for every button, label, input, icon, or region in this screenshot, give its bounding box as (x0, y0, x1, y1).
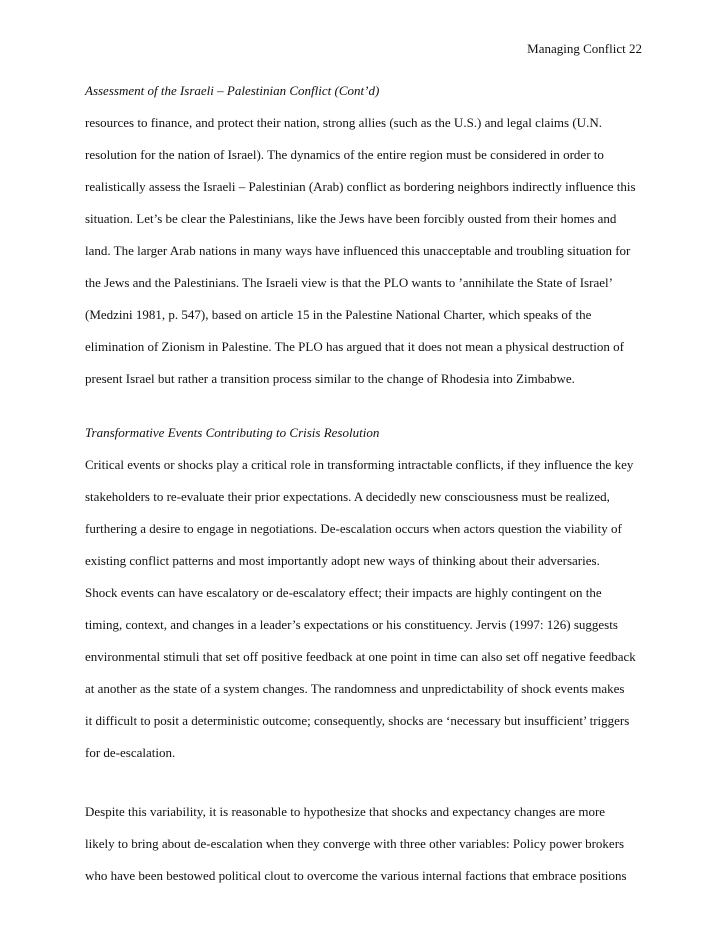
text-line: for de-escalation. (85, 745, 176, 760)
text-line: realistically assess the Israeli – Palestinian (Arab) conflict as bordering neighbors indirectly influence this (85, 179, 636, 194)
paragraph-assessment (85, 111, 645, 399)
text-line: present Israel but rather a transition process similar to the change of Rhodesia into Zimbabwe. (85, 371, 575, 386)
text-line: situation. Let’s be clear the Palestinians, like the Jews have been forcibly ousted from their homes and (85, 211, 617, 226)
text-line: the Jews and the Palestinians. The Israeli view is that the PLO wants to ’annihilate the State of Israel’ (85, 275, 613, 290)
document-body (85, 79, 645, 896)
paragraph-variability (85, 800, 645, 896)
text-line: Critical events or shocks play a critical role in transforming intractable conflicts, if they influence the key (85, 457, 634, 472)
text-line: who have been bestowed political clout to overcome the various internal factions that embrace positions (85, 868, 627, 883)
text-line: furthering a desire to engage in negotiations. De-escalation occurs when actors question the viability of (85, 521, 622, 536)
section-heading-assessment: Assessment of the Israeli – Palestinian Conflict (Cont’d) (85, 83, 380, 98)
text-line: elimination of Zionism in Palestine. The PLO has argued that it does not mean a physical destruction of (85, 339, 624, 354)
paragraph-transformative-events (85, 453, 645, 773)
text-line: (Medzini 1981, p. 547), based on article 15 in the Palestine National Charter, which speaks of the (85, 307, 592, 322)
running-head: Managing Conflict 22 (527, 41, 642, 56)
text-line: resolution for the nation of Israel). The dynamics of the entire region must be considered in order to (85, 147, 604, 162)
text-line: likely to bring about de-escalation when they converge with three other variables: Policy power brokers (85, 836, 625, 851)
section-heading-transformative-events: Transformative Events Contributing to Crisis Resolution (85, 425, 380, 440)
text-line: Shock events can have escalatory or de-escalatory effect; their impacts are highly contingent on the (85, 585, 602, 600)
text-line: stakeholders to re-evaluate their prior expectations. A decidedly new consciousness must be realized, (85, 489, 610, 504)
text-line: timing, context, and changes in a leader’s expectations or his constituency. Jervis (1997: 126) suggests (85, 617, 618, 632)
paragraph-gap (85, 773, 645, 800)
paragraph-gap (85, 399, 645, 421)
text-line: it difficult to posit a deterministic outcome; consequently, shocks are ‘necessary but insufficient’ triggers (85, 713, 630, 728)
text-line: resources to finance, and protect their nation, strong allies (such as the U.S.) and legal claims (U.N. (85, 115, 602, 130)
text-line: environmental stimuli that set off positive feedback at one point in time can also set off negative feedback (85, 649, 636, 664)
text-line: at another as the state of a system changes. The randomness and unpredictability of shock events makes (85, 681, 625, 696)
text-line: land. The larger Arab nations in many ways have influenced this unacceptable and troubling situation for (85, 243, 631, 258)
text-line: existing conflict patterns and most importantly adopt new ways of thinking about their adversaries. (85, 553, 600, 568)
text-line: Despite this variability, it is reasonable to hypothesize that shocks and expectancy changes are more (85, 804, 606, 819)
